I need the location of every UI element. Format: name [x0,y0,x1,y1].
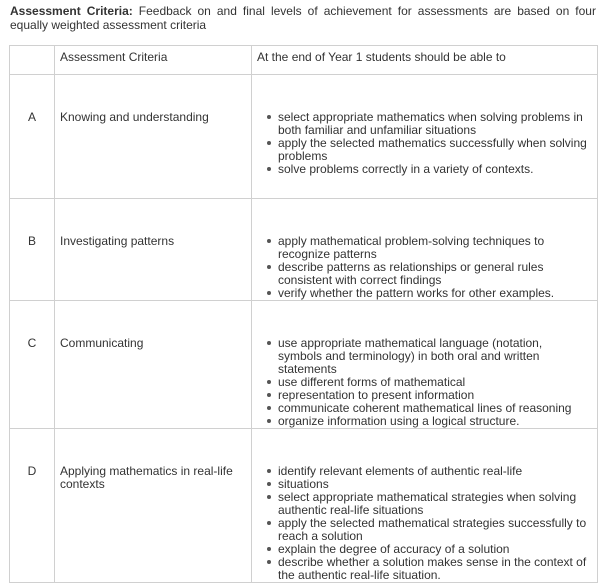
bullet-icon [267,495,271,499]
list-item [262,287,587,300]
bullet-icon [267,560,271,564]
outcome-text: solve problems correctly in a variety of contexts. [278,162,534,176]
intro-text: Feedback on and final levels of achievement for assessments are based on four equally weighted assessment criteria [10,4,596,32]
bullet-icon [267,419,271,423]
assessment-criteria-table [9,45,598,583]
bullet-icon [267,265,271,269]
criterion-name: Investigating patterns [55,199,252,301]
criterion-outcomes [252,301,598,429]
bullet-icon [267,521,271,525]
bullet-icon [267,547,271,551]
list-item [262,235,587,261]
outcome-text: organize information using a logical structure. [278,414,520,428]
criterion-letter: B [10,199,55,301]
list-item [262,491,587,517]
table-row [10,75,598,199]
outcome-text: communicate coherent mathematical lines of reasoning [278,401,572,415]
list-item [262,415,587,428]
outcome-text: apply the selected mathematical strategies successfully to reach a solution [278,516,587,543]
list-item [262,556,587,582]
bullet-icon [267,482,271,486]
outcome-text: select appropriate mathematical strategies when solving authentic real-life situations [278,490,577,517]
outcome-list [262,235,587,300]
bullet-icon [267,239,271,243]
criterion-name: Communicating [55,301,252,429]
bullet-icon [267,341,271,345]
header-cell-criteria: Assessment Criteria [55,46,252,75]
header-cell-letter [10,46,55,75]
outcome-text: use different forms of mathematical [278,375,466,389]
list-item [262,337,587,376]
table-header-row [10,46,598,75]
outcome-text: apply the selected mathematics successfully when solving problems [278,136,587,163]
outcome-text: describe whether a solution makes sense in the context of the authentic real-life situation. [278,555,587,582]
outcome-text: verify whether the pattern works for other examples. [278,286,555,300]
list-item [262,137,587,163]
outcome-text: identify relevant elements of authentic real-life [278,464,523,478]
outcome-text: apply mathematical problem-solving techniques to recognize patterns [278,234,545,261]
bullet-icon [267,469,271,473]
table-row [10,301,598,429]
criterion-outcomes [252,199,598,301]
bullet-icon [267,380,271,384]
list-item [262,163,587,176]
bullet-icon [267,291,271,295]
outcome-list [262,111,587,176]
criterion-letter: A [10,75,55,199]
bullet-icon [267,393,271,397]
criterion-letter: D [10,429,55,583]
list-item [262,111,587,137]
intro-label: Assessment Criteria: [10,4,133,18]
table-row [10,429,598,583]
assessment-intro [10,4,596,32]
outcome-text: describe patterns as relationships or general rules consistent with correct findings [278,260,544,287]
bullet-icon [267,167,271,171]
bullet-icon [267,115,271,119]
outcome-text: situations [278,477,329,491]
list-item [262,517,587,543]
outcome-text: use appropriate mathematical language (notation, symbols and terminology) in both oral and written statements [278,336,543,376]
outcome-list [262,337,587,428]
table-row [10,199,598,301]
outcome-text: explain the degree of accuracy of a solution [278,542,510,556]
criterion-outcomes [252,429,598,583]
outcome-text: select appropriate mathematics when solving problems in both familiar and unfamiliar situations [278,110,583,137]
bullet-icon [267,406,271,410]
criterion-outcomes [252,75,598,199]
list-item [262,261,587,287]
criterion-name: Applying mathematics in real-life contexts [55,429,252,583]
criterion-letter: C [10,301,55,429]
outcome-text: representation to present information [278,388,475,402]
header-cell-outcomes: At the end of Year 1 students should be able to [252,46,598,75]
criterion-name: Knowing and understanding [55,75,252,199]
bullet-icon [267,141,271,145]
